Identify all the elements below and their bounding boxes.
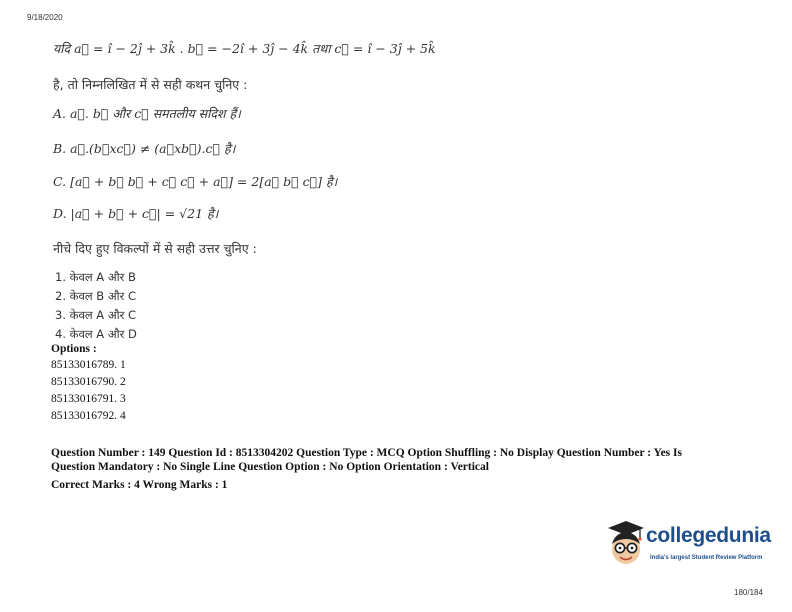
page-number: 180/184 bbox=[734, 588, 763, 597]
question-instruction: नीचे दिए हुए विकल्पों में से सही उत्तर चुनिए : bbox=[53, 241, 257, 256]
choice-item: 3. केवल A और C bbox=[55, 308, 136, 322]
option-row: 85133016792. 4 bbox=[51, 410, 126, 422]
brand-tagline: India's largest Student Review Platform bbox=[650, 555, 763, 561]
question-prompt: है, तो निम्नलिखित में से सही कथन चुनिए : bbox=[53, 77, 248, 92]
option-row: 85133016791. 3 bbox=[51, 393, 126, 405]
options-list bbox=[51, 343, 126, 425]
question-given-vectors: यदि a⃗ = î − 2ĵ + 3k̂ . b⃗ = −2î + 3ĵ − 4k̂ तथा c⃗ = î − 3ĵ + 5k̂ bbox=[53, 41, 436, 56]
statement-b: B. a⃗.(b⃗xc⃗) ≠ (a⃗xb⃗).c⃗ है। bbox=[53, 141, 236, 156]
answer-choices bbox=[55, 268, 137, 344]
option-row: 85133016790. 2 bbox=[51, 376, 126, 388]
options-heading: Options : bbox=[51, 343, 97, 355]
metadata-line: Question Number : 149 Question Id : 8513304202 Question Type : MCQ Option Shuffling : No Display Question Number : Yes Is bbox=[51, 447, 682, 459]
choice-item: 2. केवल B और C bbox=[55, 289, 137, 303]
statement-d: D. |a⃗ + b⃗ + c⃗| = √21 है। bbox=[53, 206, 219, 221]
question-metadata bbox=[51, 446, 741, 492]
print-date: 9/18/2020 bbox=[27, 13, 63, 22]
choice-item: 1. केवल A और B bbox=[55, 270, 136, 284]
brand-name: collegedunia bbox=[646, 524, 771, 547]
choice-item: 4. केवल A और D bbox=[55, 327, 137, 341]
metadata-line: Question Mandatory : No Single Line Question Option : No Option Orientation : Vertical bbox=[51, 461, 489, 473]
statement-a: A. a⃗. b⃗ और c⃗ समतलीय सदिश हैं। bbox=[53, 106, 241, 121]
collegedunia-logo bbox=[604, 518, 771, 574]
option-row: 85133016789. 1 bbox=[51, 359, 126, 371]
statement-c: C. [a⃗ + b⃗ b⃗ + c⃗ c⃗ + a⃗] = 2[a⃗ b⃗ c⃗] है। bbox=[53, 174, 338, 189]
graduate-mascot-icon bbox=[604, 518, 648, 570]
marks-line: Correct Marks : 4 Wrong Marks : 1 bbox=[51, 479, 228, 491]
